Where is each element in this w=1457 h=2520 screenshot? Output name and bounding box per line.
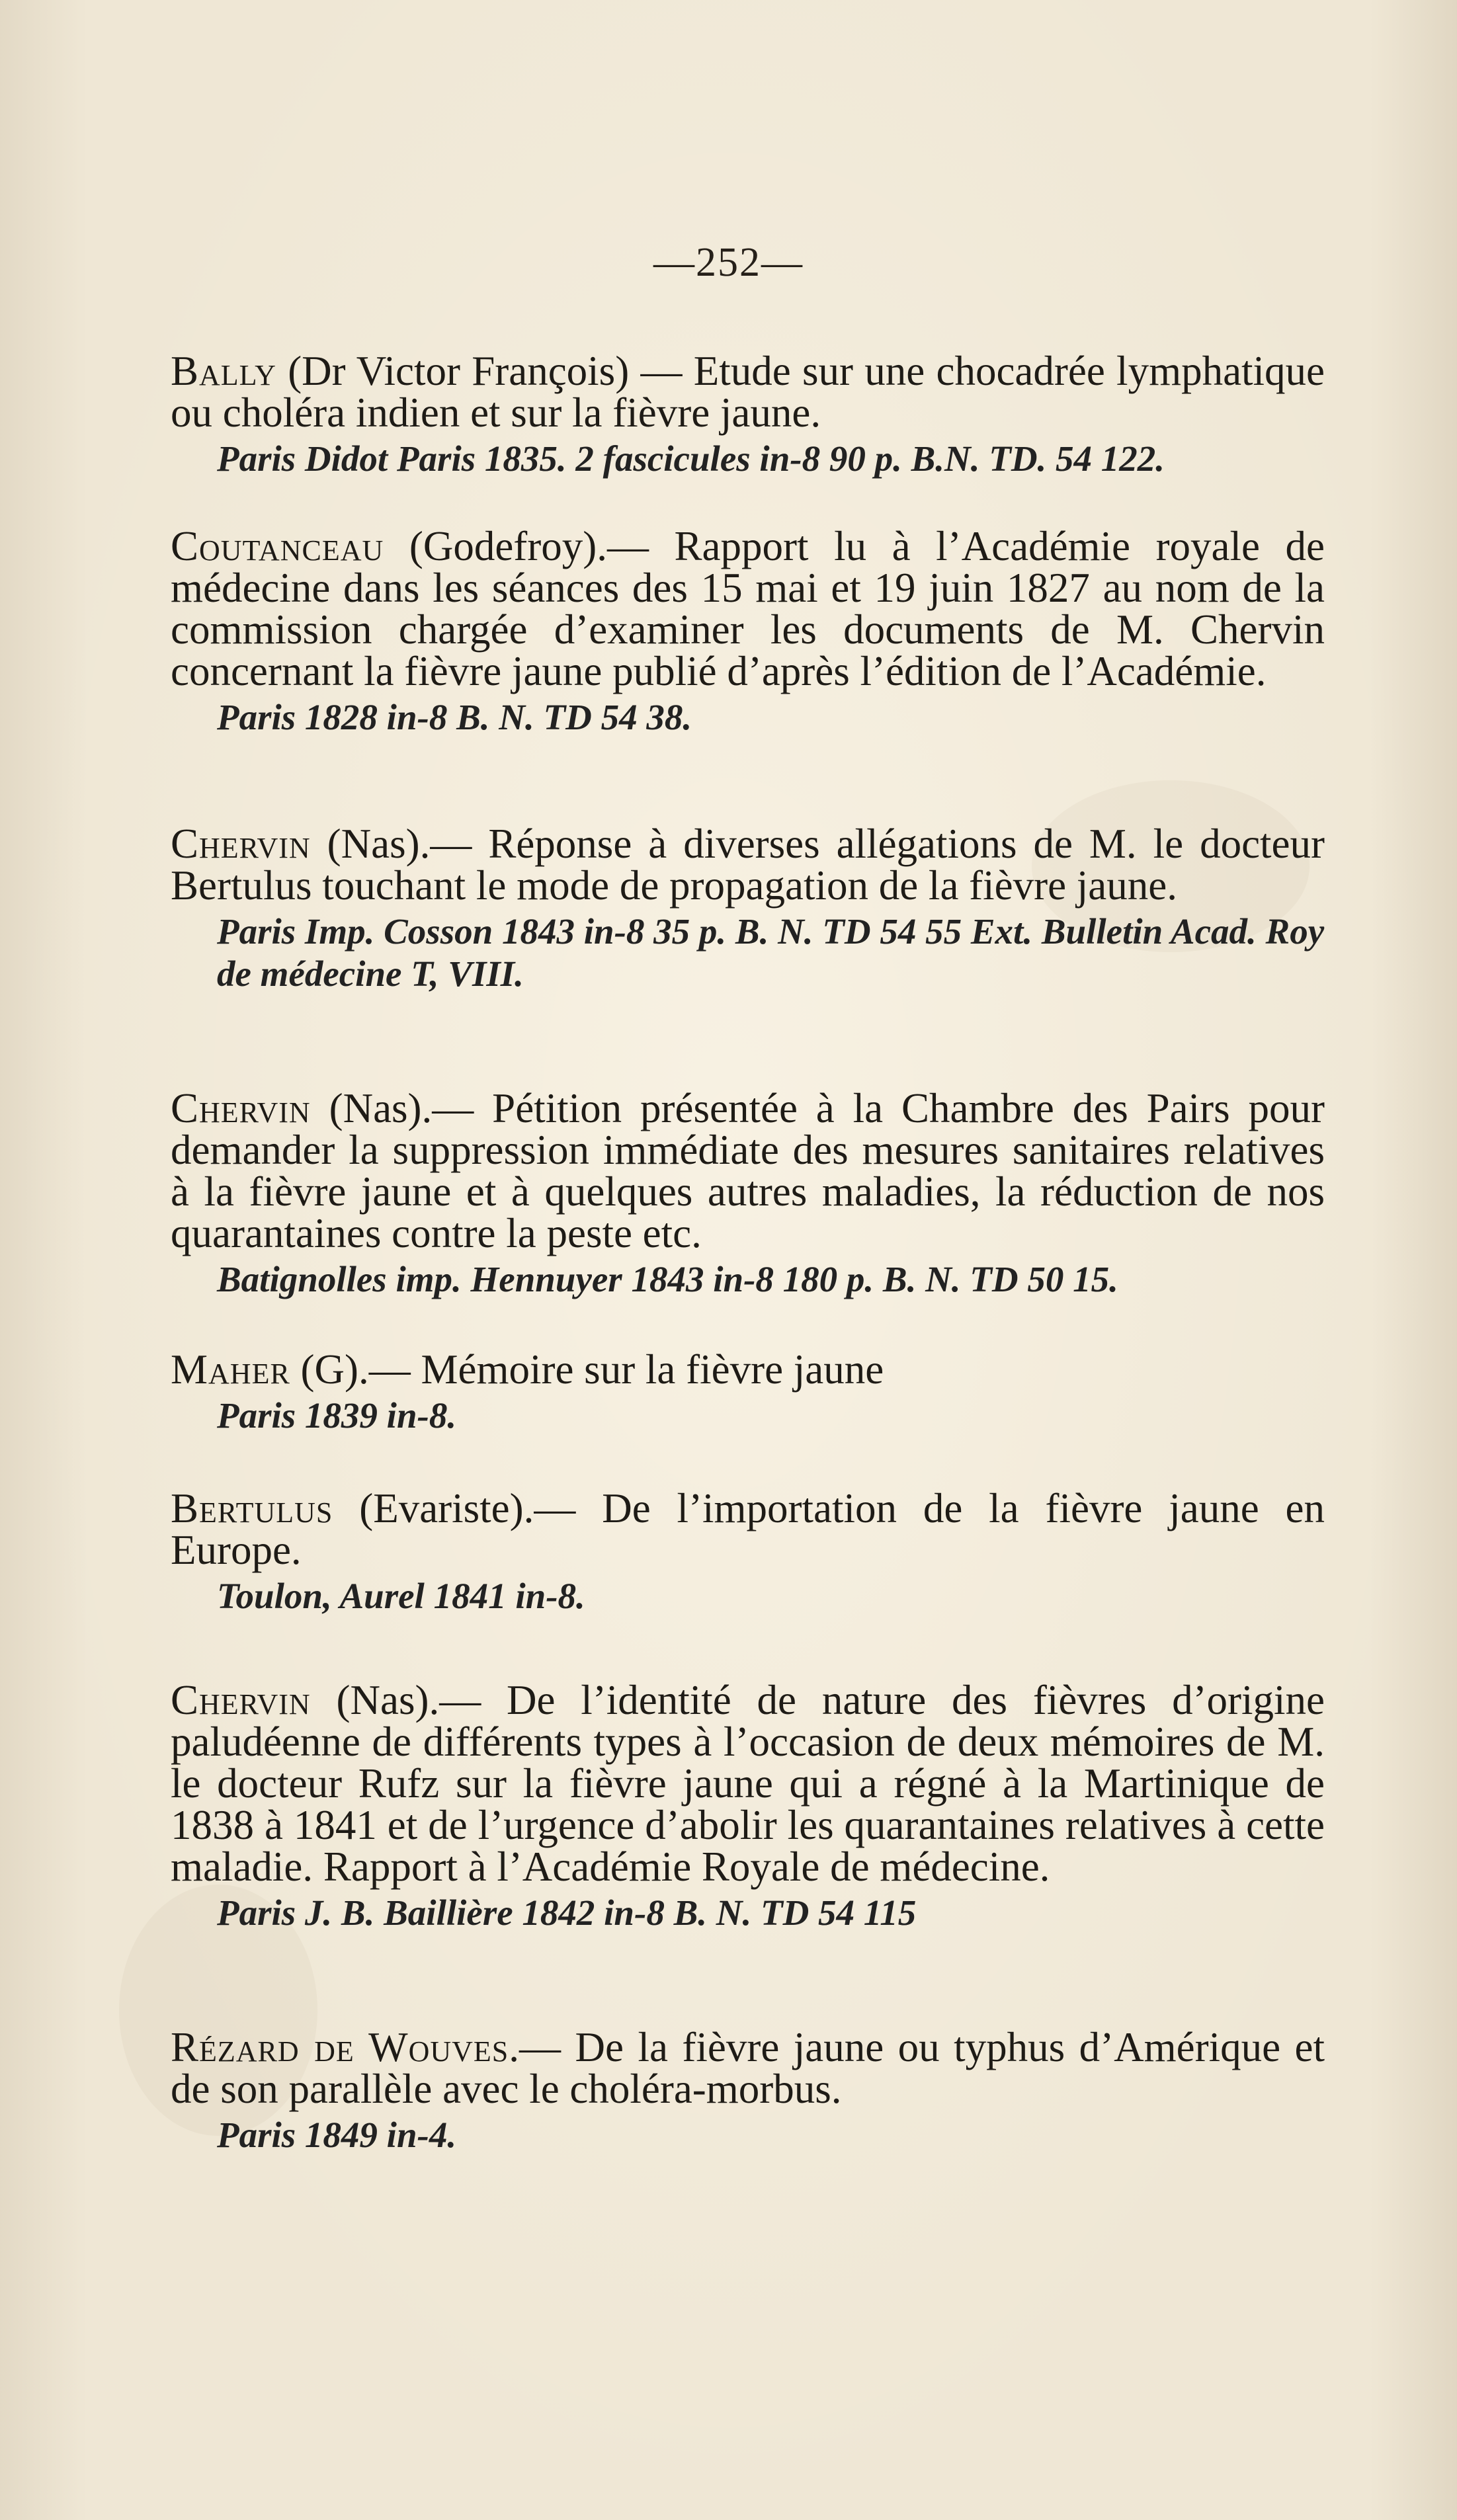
entry-text: (Dr Victor François) — Etude sur une chocadrée lymphatique ou choléra indien et sur la fièvre jaune. [171,348,1325,436]
entry-text: (Godefroy).— Rapport lu à l’Académie royale de médecine dans les séances des 15 mai et 19 juin 1827 au nom de la commission chargée d’examiner les documents de M. Chervin concernant la fièvre jaune publié d’après l’édition de l’Académie. [171,523,1325,694]
entry-citation: Paris 1849 in-4. [217,2115,457,2155]
entry-author: Chervin [171,821,311,867]
entry-text: (Evariste).— De l’importation de la fièvre jaune en Europe. [171,1485,1325,1573]
entry-citation: Paris Imp. Cosson 1843 in-8 35 p. B. N. TD 54 55 Ext. Bulletin Acad. Roy de médecine T, VIII. [217,911,1325,994]
entry-author: Maher [171,1346,290,1393]
entry-text: (Nas).— De l’identité de nature des fièvres d’origine paludéenne de différents types à l’occasion de deux mémoires de M. le docteur Rufz sur la fièvre jaune qui a régné à la Martinique de 1838 à 1841 et de l’urgence d’abolir les quarantaines relatives à cette maladie. Rapport à l’Académie Royale de médecine. [171,1677,1325,1890]
bibliography-entry [171,523,1325,739]
bibliography-entry [171,823,1325,995]
bibliography-entry [171,1346,1325,1437]
entry-author: Chervin [171,1085,311,1131]
entry-citation: Paris Didot Paris 1835. 2 fascicules in-8 90 p. B.N. TD. 54 122. [217,438,1165,479]
entry-text: (Nas).— Réponse à diverses allégations de M. le docteur Bertulus touchant le mode de propagation de la fièvre jaune. [171,821,1325,909]
entry-author: Chervin [171,1677,311,1723]
page-number: —252— [653,240,804,285]
entry-author: Rézard de Wouves [171,2024,509,2070]
entry-author: Coutanceau [171,523,384,569]
entry-citation: Paris 1828 in-8 B. N. TD 54 38. [217,697,692,737]
bibliography-entry [171,1677,1325,1934]
entry-citation: Batignolles imp. Hennuyer 1843 in-8 180 p. B. N. TD 50 15. [217,1259,1118,1299]
entry-text: .— De la fièvre jaune ou typhus d’Amérique et de son parallèle avec le choléra-morbus. [171,2024,1325,2112]
bibliography-entry [171,2024,1325,2156]
bibliography-entry [171,1485,1325,1617]
entry-author: Bally [171,348,276,394]
bibliography-entry [171,350,1325,480]
entry-citation: Paris J. B. Baillière 1842 in-8 B. N. TD 54 115 [217,1892,917,1933]
bibliography-entry [171,1085,1325,1301]
entry-text: (Nas).— Pétition présentée à la Chambre des Pairs pour demander la suppression immédiate des mesures sanitaires relatives à la fièvre jaune et à quelques autres maladies, la réduction de nos quarantaines contre la peste etc. [171,1085,1325,1256]
entry-author: Bertulus [171,1485,333,1531]
entry-citation: Toulon, Aurel 1841 in-8. [217,1576,585,1616]
entry-text: (G).— Mémoire sur la fièvre jaune [300,1346,884,1393]
entry-citation: Paris 1839 in-8. [217,1395,457,1436]
